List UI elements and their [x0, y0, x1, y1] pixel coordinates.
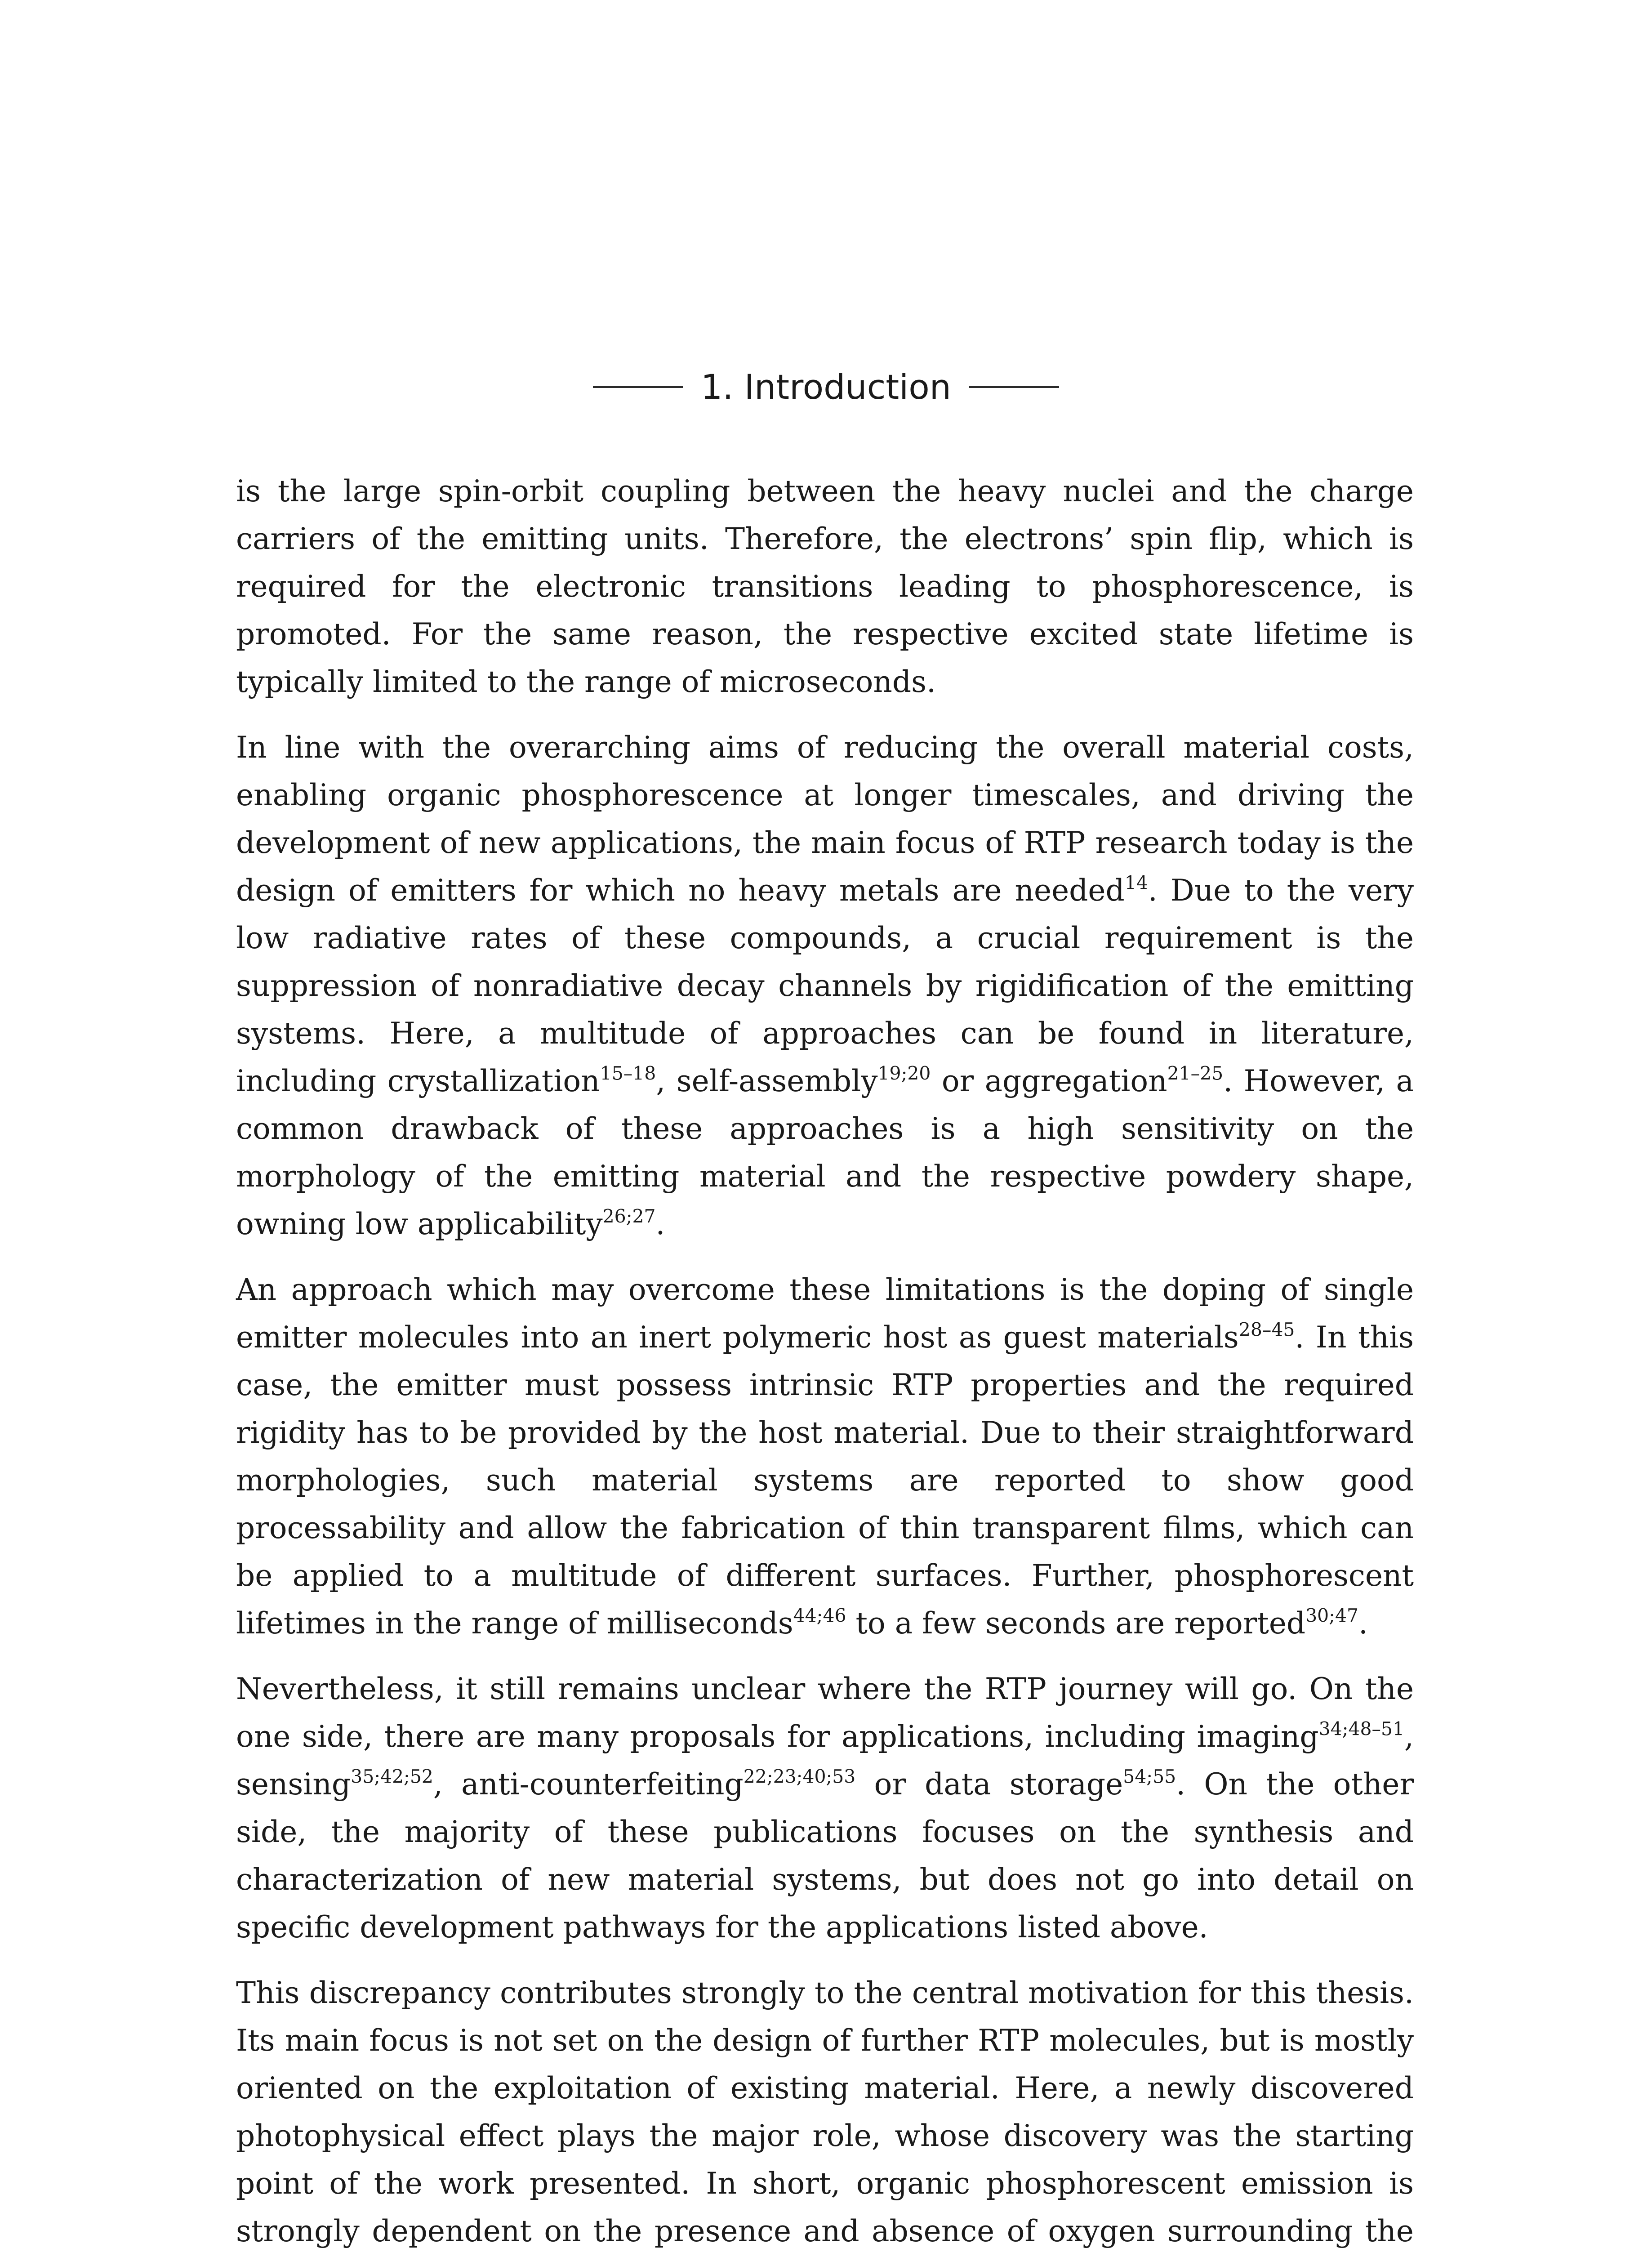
text-run: , anti-counterfeiting: [433, 1767, 744, 1802]
paragraph: [236, 1266, 1414, 1647]
paragraph: [236, 1969, 1414, 2248]
citation-superscript: 21–25: [1167, 1062, 1224, 1084]
header-rule-left: [593, 386, 683, 388]
citation-superscript: 34;48–51: [1318, 1718, 1405, 1740]
text-run: , self-assembly: [656, 1064, 878, 1098]
citation-superscript: 26;27: [602, 1205, 656, 1227]
text-run: or data storage: [855, 1767, 1123, 1802]
text-run: . In this case, the emitter must possess intrinsic RTP properties and the required rigidity has to be provided by the host material. Due to their straightforward morphologies, such material systems are reported to show good processability and allow the fabrication of thin transparent films, which can be applied to a multitude of different surfaces. Further, phosphorescent lifetimes in the range of milliseconds: [236, 1320, 1414, 1641]
citation-superscript: 54;55: [1123, 1766, 1176, 1788]
text-run: to a few seconds are reported: [846, 1606, 1306, 1641]
body-text: [236, 468, 1414, 2248]
citation-superscript: 22;23;40;53: [743, 1766, 856, 1788]
citation-superscript: 44;46: [793, 1605, 846, 1627]
text-run: or aggregation: [931, 1064, 1167, 1098]
text-run: is the large spin-orbit coupling between the heavy nuclei and the charge carriers of the emitting units. Therefore, the electrons’ spin flip, which is required for the electronic transitions leading to phosphorescence, is promoted. For the same reason, the respective excited state lifetime is typically limited to the range of microseconds.: [236, 474, 1414, 699]
citation-superscript: 30;47: [1305, 1605, 1359, 1627]
citation-superscript: 19;20: [877, 1062, 931, 1084]
text-run: An approach which may overcome these limitations is the doping of single emitter molecules into an inert polymeric host as guest materials: [236, 1272, 1414, 1355]
citation-superscript: 14: [1124, 872, 1148, 894]
text-run: . However, a common drawback of these approaches is a high sensitivity on the morphology of the emitting material and the respective powdery shape, owning low applicability: [236, 1064, 1414, 1241]
text-run: . On the other side, the majority of these publications focuses on the synthesis and characterization of new material systems, but does not go into detail on specific development pathways for the applications listed above.: [236, 1767, 1414, 1945]
paragraph: [236, 1665, 1414, 1951]
text-run: , sensing: [236, 1719, 1414, 1802]
text-run: .: [1358, 1606, 1368, 1641]
citation-superscript: 28–45: [1238, 1319, 1295, 1341]
running-header: [0, 360, 1652, 414]
paragraph: [236, 468, 1414, 706]
text-run: .: [655, 1207, 665, 1241]
citation-superscript: 35;42;52: [351, 1766, 433, 1788]
header-rule-right: [969, 386, 1059, 388]
text-run: Nevertheless, it still remains unclear where the RTP journey will go. On the one side, there are many proposals for applications, including imaging: [236, 1672, 1414, 1754]
text-run: . Due to the very low radiative rates of these compounds, a crucial requirement is the suppression of nonradiative decay channels by rigidification of the emitting systems. Here, a multitude of approaches can be found in literature, including crystallization: [236, 873, 1414, 1098]
header-title: 1. Introduction: [701, 366, 951, 407]
text-run: In line with the overarching aims of reducing the overall material costs, enabling organic phosphorescence at longer timescales, and driving the development of new applications, the main focus of RTP research today is the design of emitters for which no heavy metals are needed: [236, 730, 1414, 908]
citation-superscript: 15–18: [600, 1062, 656, 1084]
paragraph: [236, 724, 1414, 1248]
text-run: This discrepancy contributes strongly to the central motivation for this thesis. Its main focus is not set on the design of further RTP molecules, but is mostly oriented on the exploitation of existing material. Here, a newly discovered photophysical effect plays the major role, whose discovery was the starting point of the work presented. In short, organic phosphorescent emission is strongly dependent on the presence and absence of oxygen surrounding the: [236, 1976, 1414, 2248]
